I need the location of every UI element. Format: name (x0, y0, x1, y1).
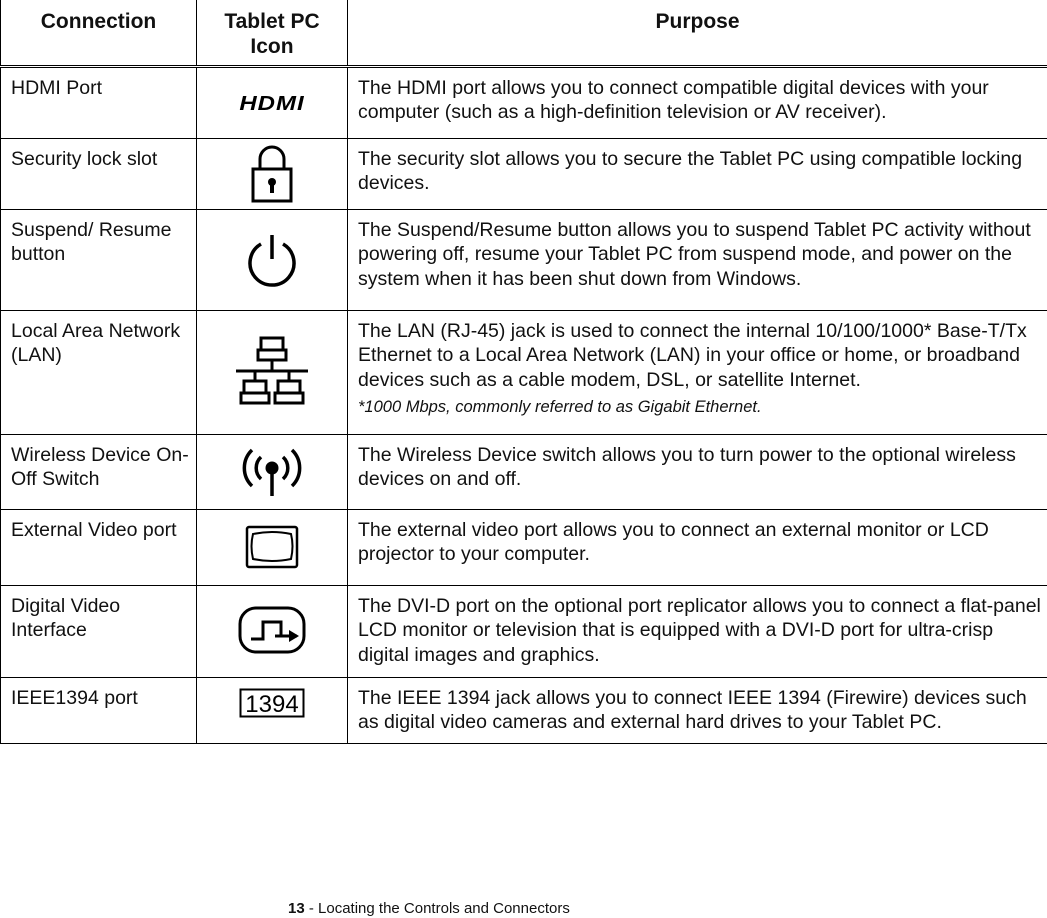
ieee1394-icon-text: 1394 (245, 690, 299, 718)
table-row (1, 138, 1047, 209)
table-header-row (1, 0, 1047, 66)
icon-cell (197, 677, 348, 743)
header-icon: Tablet PC Icon (197, 0, 348, 66)
purpose-text: The LAN (RJ-45) jack is used to connect the internal 10/100/1000* Base-T/Tx Ethernet to a Local Area Network (LAN) in your office or home, or broadband devices such as a cable modem, DSL, or satellite Internet. (358, 319, 1027, 391)
purpose-cell: The DVI-D port on the optional port replicator allows you to connect a flat-panel LCD monitor or television that is equipped with a DVI-D port for ultra-crisp digital images and graphics. (348, 585, 1047, 677)
table-row (1, 66, 1047, 138)
icon-cell (197, 209, 348, 310)
connection-cell: Digital Video Interface (1, 585, 197, 677)
power-icon (244, 232, 300, 288)
network-icon (234, 335, 310, 409)
icon-cell (197, 585, 348, 677)
footer-text: - Locating the Controls and Connectors (304, 900, 570, 917)
header-purpose: Purpose (348, 0, 1047, 66)
wireless-icon (240, 446, 304, 498)
purpose-cell: The IEEE 1394 jack allows you to connect IEEE 1394 (Firewire) devices such as digital video cameras and external hard drives to your Tablet PC. (348, 677, 1047, 743)
table-row (1, 677, 1047, 743)
table-row (1, 434, 1047, 509)
purpose-cell: The external video port allows you to connect an external monitor or LCD projector to your computer. (348, 509, 1047, 585)
connection-cell (1, 209, 197, 310)
table-row (1, 310, 1047, 434)
purpose-cell: The Suspend/Resume button allows you to suspend Tablet PC activity without powering off, resume your Tablet PC from suspend mode, and power on the system when it has been shut down from Windows. (348, 209, 1047, 310)
connection-cell: Local Area Network (LAN) (1, 310, 197, 434)
connection-cell: IEEE1394 port (1, 677, 197, 743)
connection-cell: External Video port (1, 509, 197, 585)
purpose-cell: The Wireless Device switch allows you to turn power to the optional wireless devices on and off. (348, 434, 1047, 509)
table-row (1, 509, 1047, 585)
icon-cell (197, 310, 348, 434)
connection-cell: Security lock slot (1, 138, 197, 209)
icon-cell (197, 509, 348, 585)
page-footer (288, 900, 570, 917)
purpose-cell: The HDMI port allows you to connect compatible digital devices with your computer (such as a high-definition television or AV receiver). (348, 66, 1047, 138)
table-row (1, 209, 1047, 310)
hdmi-icon (217, 92, 327, 114)
purpose-cell: The security slot allows you to secure the Tablet PC using compatible locking devices. (348, 138, 1047, 209)
svg-text:HDMI: HDMI (239, 91, 305, 114)
connection-cell: Wireless Device On-Off Switch (1, 434, 197, 509)
connection-label: Suspend/ Resume button (11, 218, 172, 265)
icon-cell (197, 66, 348, 138)
dvi-icon (237, 605, 307, 657)
footnote: *1000 Mbps, commonly referred to as Gigabit Ethernet. (358, 398, 762, 416)
purpose-cell (348, 310, 1047, 434)
page-number: 13 (288, 900, 305, 917)
lock-icon (250, 143, 294, 205)
table-row (1, 585, 1047, 677)
monitor-icon (245, 525, 299, 569)
connection-cell: HDMI Port (1, 66, 197, 138)
ieee1394-icon (239, 688, 305, 718)
icon-cell (197, 434, 348, 509)
header-connection: Connection (1, 0, 197, 66)
icon-cell (197, 138, 348, 209)
